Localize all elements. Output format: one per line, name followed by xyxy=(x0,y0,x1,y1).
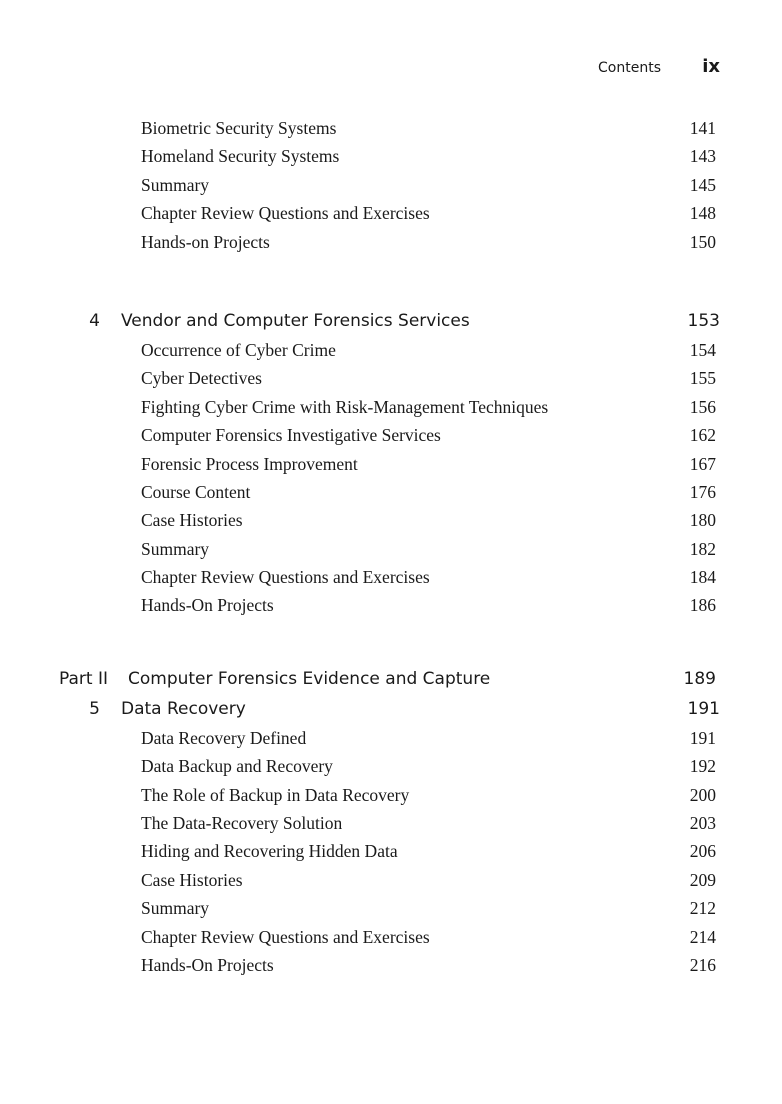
running-header xyxy=(0,58,782,80)
toc-entry xyxy=(0,171,782,199)
entry-page: 176 xyxy=(689,481,716,502)
entry-title: Cyber Detectives xyxy=(141,368,262,389)
entry-page: 214 xyxy=(689,926,716,947)
entry-title: Chapter Review Questions and Exercises xyxy=(141,567,430,588)
toc-entry xyxy=(0,591,782,619)
part-2-heading xyxy=(0,664,782,694)
chapter-4-heading xyxy=(0,306,782,336)
entry-title: Chapter Review Questions and Exercises xyxy=(141,203,430,224)
entry-page: 192 xyxy=(689,756,716,777)
entry-title: Homeland Security Systems xyxy=(141,146,340,167)
chapter-title: Vendor and Computer Forensics Services xyxy=(121,310,470,331)
entry-title: Data Backup and Recovery xyxy=(141,756,333,777)
entry-title: Forensic Process Improvement xyxy=(141,453,358,474)
entry-page: 150 xyxy=(689,231,716,252)
entry-page: 206 xyxy=(689,841,716,862)
toc-entry xyxy=(0,866,782,894)
entry-page: 155 xyxy=(689,368,716,389)
entry-page: 184 xyxy=(689,567,716,588)
entry-page: 154 xyxy=(689,339,716,360)
entry-page: 143 xyxy=(689,146,716,167)
entry-title: Hands-on Projects xyxy=(141,231,270,252)
toc-entry xyxy=(0,506,782,534)
toc-entry xyxy=(0,393,782,421)
entry-title: Hands-On Projects xyxy=(141,954,274,975)
entry-page: 145 xyxy=(689,174,716,195)
toc-entry xyxy=(0,478,782,506)
chapter-4-entries xyxy=(0,336,782,620)
chapter-page: 191 xyxy=(687,698,720,719)
toc-entry xyxy=(0,724,782,752)
entry-title: Summary xyxy=(141,174,210,195)
toc-entry xyxy=(0,228,782,256)
entry-page: 209 xyxy=(689,869,716,890)
header-title: Contents xyxy=(598,60,661,76)
entry-title: Biometric Security Systems xyxy=(141,118,337,138)
chapter-5-entries xyxy=(0,724,782,980)
toc-entry xyxy=(0,563,782,591)
toc-entry xyxy=(0,364,782,392)
part-number: Part II xyxy=(59,668,108,689)
entry-title: Occurrence of Cyber Crime xyxy=(141,339,336,360)
part-title: Computer Forensics Evidence and Capture xyxy=(128,668,491,689)
entry-title: Hiding and Recovering Hidden Data xyxy=(141,841,398,862)
toc-entry xyxy=(0,199,782,227)
entry-page: 191 xyxy=(689,727,716,748)
entry-page: 200 xyxy=(689,784,716,805)
entry-title: The Role of Backup in Data Recovery xyxy=(141,784,410,805)
entry-page: 203 xyxy=(689,813,716,834)
entry-title: Case Histories xyxy=(141,510,243,531)
entry-page: 216 xyxy=(689,954,716,975)
table-of-contents xyxy=(0,114,782,979)
toc-entry xyxy=(0,114,782,142)
entry-title: Fighting Cyber Crime with Risk-Management Techniques xyxy=(141,396,549,417)
chapter-page: 153 xyxy=(687,310,720,331)
toc-entry xyxy=(0,837,782,865)
chapter-number: 4 xyxy=(89,310,100,331)
chapter-number: 5 xyxy=(89,698,100,719)
header-page-number: ix xyxy=(702,56,720,77)
chapter-5-heading xyxy=(0,694,782,724)
entry-title: Summary xyxy=(141,538,210,559)
toc-entry xyxy=(0,450,782,478)
entry-page: 156 xyxy=(689,396,716,417)
toc-entry xyxy=(0,336,782,364)
entry-page: 186 xyxy=(689,595,716,616)
entry-title: Data Recovery Defined xyxy=(141,727,307,748)
section-a-entries xyxy=(0,114,782,256)
entry-title: The Data-Recovery Solution xyxy=(141,813,343,834)
toc-entry xyxy=(0,421,782,449)
toc-entry xyxy=(0,781,782,809)
toc-entry xyxy=(0,535,782,563)
entry-page: 148 xyxy=(689,203,716,224)
part-page: 189 xyxy=(683,668,716,689)
entry-title: Summary xyxy=(141,898,210,919)
toc-entry xyxy=(0,809,782,837)
chapter-title: Data Recovery xyxy=(121,698,246,719)
entry-page: 182 xyxy=(689,538,716,559)
entry-title: Hands-On Projects xyxy=(141,595,274,616)
toc-entry xyxy=(0,951,782,979)
toc-entry xyxy=(0,142,782,170)
toc-entry xyxy=(0,923,782,951)
entry-page: 167 xyxy=(689,453,716,474)
entry-page: 162 xyxy=(689,425,716,446)
entry-page: 141 xyxy=(689,118,716,138)
entry-title: Chapter Review Questions and Exercises xyxy=(141,926,430,947)
entry-page: 212 xyxy=(689,898,716,919)
entry-title: Computer Forensics Investigative Services xyxy=(141,425,441,446)
entry-title: Course Content xyxy=(141,481,251,502)
entry-page: 180 xyxy=(689,510,716,531)
toc-entry xyxy=(0,894,782,922)
toc-entry xyxy=(0,752,782,780)
entry-title: Case Histories xyxy=(141,869,243,890)
